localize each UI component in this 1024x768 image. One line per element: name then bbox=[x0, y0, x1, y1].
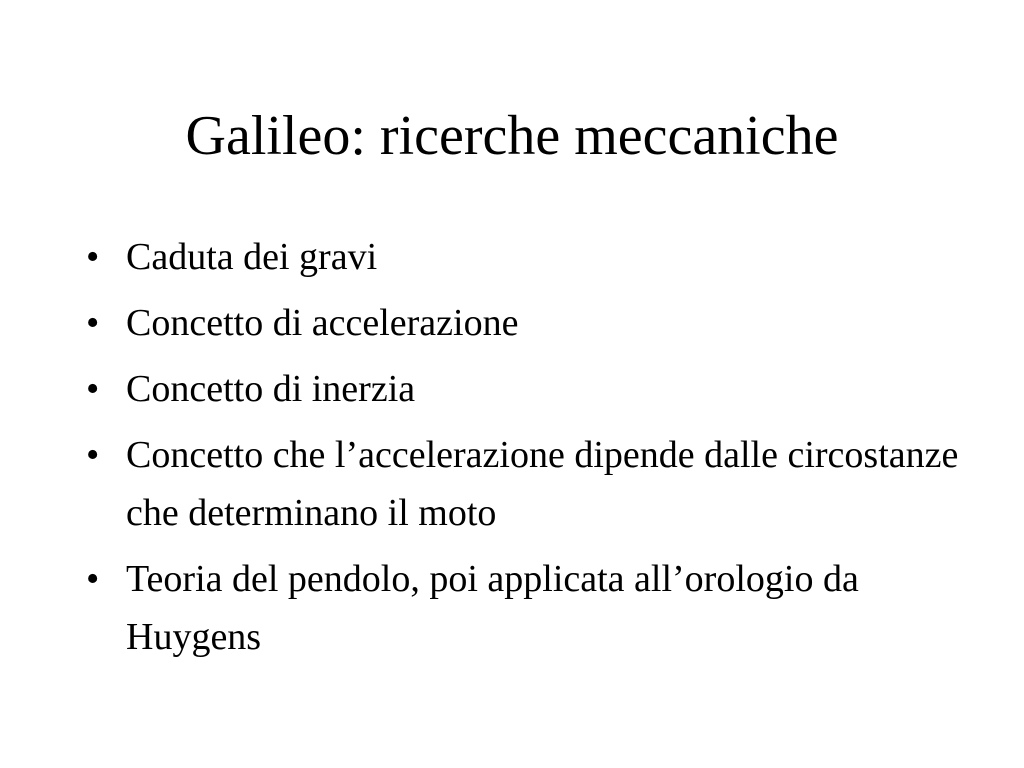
bullet-item bbox=[86, 550, 966, 666]
bullet-item bbox=[86, 228, 966, 286]
bullet-item bbox=[86, 426, 966, 542]
bullet-text: Caduta dei gravi bbox=[126, 236, 378, 278]
bullet-item bbox=[86, 294, 966, 352]
bullet-icon: • bbox=[86, 302, 100, 344]
bullet-text: Concetto di inerzia bbox=[126, 368, 416, 410]
bullet-text: Concetto di accelerazione bbox=[126, 302, 519, 344]
bullet-text: Concetto che l’accelerazione dipende dalle circostanze che determinano il moto bbox=[126, 434, 959, 534]
bullet-list bbox=[86, 228, 966, 674]
bullet-icon: • bbox=[86, 434, 100, 476]
bullet-text: Teoria del pendolo, poi applicata all’orologio da Huygens bbox=[126, 558, 859, 658]
bullet-icon: • bbox=[86, 558, 100, 600]
bullet-icon: • bbox=[86, 368, 100, 410]
slide-title: Galileo: ricerche meccaniche bbox=[185, 105, 839, 167]
bullet-icon: • bbox=[86, 236, 100, 278]
bullet-item bbox=[86, 360, 966, 418]
